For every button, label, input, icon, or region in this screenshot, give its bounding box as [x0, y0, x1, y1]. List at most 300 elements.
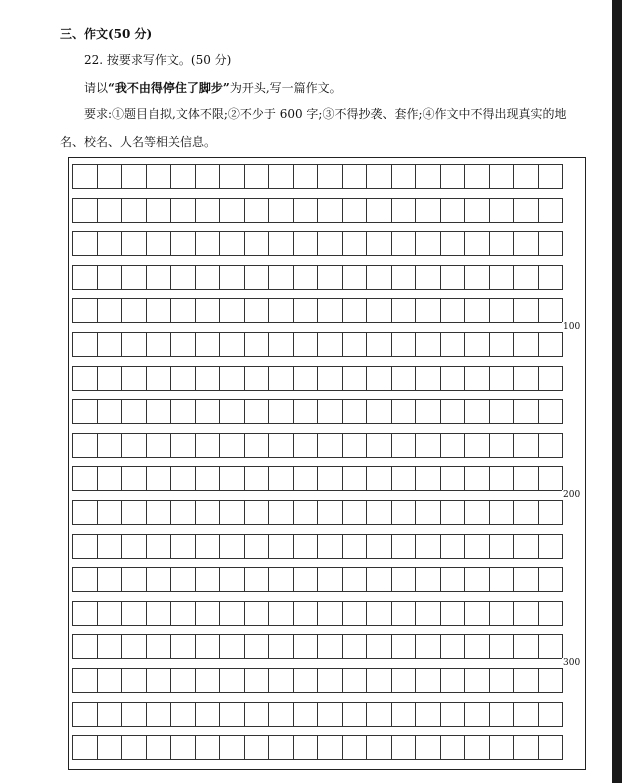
- grid-cell: [72, 265, 98, 290]
- grid-cell: [146, 567, 172, 592]
- grid-cell: [391, 735, 417, 760]
- grid-cell: [342, 231, 368, 256]
- grid-cell: [317, 433, 343, 458]
- grid-cell: [146, 601, 172, 626]
- grid-cell: [293, 634, 319, 659]
- grid-cell: [195, 231, 221, 256]
- grid-cell: [244, 399, 270, 424]
- grid-cell: [170, 500, 196, 525]
- grid-cell: [366, 567, 392, 592]
- grid-cell: [415, 366, 441, 391]
- grid-cell: [195, 702, 221, 727]
- grid-row: [72, 265, 582, 290]
- grid-cell: [513, 702, 539, 727]
- grid-cell: [170, 198, 196, 223]
- grid-cell: [268, 265, 294, 290]
- grid-cell: [170, 601, 196, 626]
- grid-cell: [170, 298, 196, 323]
- grid-cell: [97, 500, 123, 525]
- grid-cell: [342, 534, 368, 559]
- grid-cell: [146, 735, 172, 760]
- grid-cell: [415, 735, 441, 760]
- grid-cell: [317, 399, 343, 424]
- grid-cell: [513, 466, 539, 491]
- grid-cell: [489, 198, 515, 223]
- grid-cell: [195, 567, 221, 592]
- grid-row: [72, 399, 582, 424]
- grid-cell: [342, 634, 368, 659]
- grid-cell: [244, 198, 270, 223]
- grid-cell: [366, 668, 392, 693]
- grid-cell: [72, 231, 98, 256]
- grid-row: [72, 634, 582, 659]
- grid-cell: [391, 466, 417, 491]
- grid-row: [72, 433, 582, 458]
- grid-cell: [440, 634, 466, 659]
- grid-cell: [366, 433, 392, 458]
- grid-row: [72, 164, 582, 189]
- grid-cell: [170, 231, 196, 256]
- grid-cell: [97, 265, 123, 290]
- grid-cell: [244, 332, 270, 357]
- grid-cell: [146, 332, 172, 357]
- grid-cell: [170, 265, 196, 290]
- grid-cell: [268, 500, 294, 525]
- grid-cell: [170, 567, 196, 592]
- grid-cell: [146, 399, 172, 424]
- grid-cell: [464, 466, 490, 491]
- grid-cell: [440, 735, 466, 760]
- grid-cell: [219, 298, 245, 323]
- grid-cell: [538, 567, 564, 592]
- grid-cell: [489, 567, 515, 592]
- prompt-prefix: 请以: [84, 81, 109, 95]
- grid-cell: [415, 601, 441, 626]
- grid-cell: [195, 534, 221, 559]
- grid-cell: [538, 265, 564, 290]
- grid-cell: [513, 298, 539, 323]
- grid-cell: [72, 399, 98, 424]
- grid-cell: [244, 265, 270, 290]
- grid-cell: [342, 399, 368, 424]
- grid-cell: [415, 500, 441, 525]
- grid-cell: [72, 567, 98, 592]
- grid-cell: [464, 601, 490, 626]
- grid-cell: [538, 500, 564, 525]
- grid-cell: [464, 500, 490, 525]
- grid-cell: [146, 534, 172, 559]
- grid-cell: [342, 298, 368, 323]
- task-instruction: 22. 按要求写作文。(50 分): [84, 53, 232, 67]
- grid-cell: [121, 433, 147, 458]
- grid-cell: [219, 601, 245, 626]
- grid-cell: [342, 466, 368, 491]
- grid-cell: [121, 366, 147, 391]
- grid-row: [72, 735, 582, 760]
- grid-cell: [293, 534, 319, 559]
- grid-cell: [513, 231, 539, 256]
- grid-cell: [72, 164, 98, 189]
- grid-cell: [121, 198, 147, 223]
- grid-cell: [72, 433, 98, 458]
- grid-cell: [219, 231, 245, 256]
- grid-cell: [97, 399, 123, 424]
- grid-cell: [121, 399, 147, 424]
- grid-cell: [366, 601, 392, 626]
- grid-cell: [293, 668, 319, 693]
- grid-row: [72, 298, 582, 323]
- grid-cell: [146, 265, 172, 290]
- grid-cell: [342, 265, 368, 290]
- grid-cell: [464, 534, 490, 559]
- grid-cell: [244, 668, 270, 693]
- grid-cell: [366, 702, 392, 727]
- grid-cell: [121, 332, 147, 357]
- grid-cell: [121, 702, 147, 727]
- grid-cell: [317, 466, 343, 491]
- grid-cell: [489, 399, 515, 424]
- grid-cell: [195, 634, 221, 659]
- prompt-phrase: “我不由得停住了脚步”: [108, 81, 230, 95]
- grid-row: [72, 567, 582, 592]
- grid-cell: [146, 164, 172, 189]
- grid-cell: [366, 500, 392, 525]
- grid-cell: [391, 668, 417, 693]
- grid-cell: [146, 433, 172, 458]
- grid-cell: [121, 265, 147, 290]
- grid-cell: [195, 668, 221, 693]
- grid-cell: [121, 567, 147, 592]
- grid-cell: [489, 735, 515, 760]
- grid-cell: [440, 231, 466, 256]
- grid-cell: [366, 399, 392, 424]
- grid-cell: [440, 500, 466, 525]
- grid-cell: [513, 601, 539, 626]
- grid-cell: [538, 298, 564, 323]
- grid-cell: [317, 634, 343, 659]
- grid-cell: [293, 735, 319, 760]
- grid-cell: [489, 702, 515, 727]
- grid-cell: [121, 466, 147, 491]
- grid-cell: [538, 399, 564, 424]
- grid-cell: [268, 366, 294, 391]
- grid-cell: [415, 634, 441, 659]
- grid-cell: [415, 702, 441, 727]
- grid-cell: [195, 399, 221, 424]
- grid-cell: [170, 433, 196, 458]
- grid-cell: [219, 668, 245, 693]
- grid-cell: [489, 534, 515, 559]
- grid-cell: [440, 466, 466, 491]
- grid-cell: [513, 735, 539, 760]
- grid-cell: [464, 567, 490, 592]
- grid-cell: [513, 668, 539, 693]
- grid-cell: [489, 668, 515, 693]
- grid-cell: [440, 433, 466, 458]
- word-count-mark: 200: [563, 490, 581, 501]
- grid-cell: [415, 466, 441, 491]
- grid-cell: [244, 500, 270, 525]
- grid-cell: [293, 164, 319, 189]
- grid-cell: [538, 366, 564, 391]
- grid-cell: [195, 366, 221, 391]
- grid-cell: [268, 332, 294, 357]
- grid-cell: [244, 164, 270, 189]
- prompt-suffix: 为开头,写一篇作文。: [229, 81, 342, 95]
- grid-cell: [489, 332, 515, 357]
- grid-cell: [415, 332, 441, 357]
- grid-cell: [317, 668, 343, 693]
- grid-cell: [489, 164, 515, 189]
- grid-cell: [513, 399, 539, 424]
- grid-cell: [391, 433, 417, 458]
- grid-cell: [219, 466, 245, 491]
- grid-cell: [317, 265, 343, 290]
- grid-cell: [464, 298, 490, 323]
- grid-cell: [440, 668, 466, 693]
- grid-cell: [489, 231, 515, 256]
- grid-cell: [293, 265, 319, 290]
- grid-cell: [464, 735, 490, 760]
- grid-cell: [464, 231, 490, 256]
- grid-cell: [415, 567, 441, 592]
- grid-cell: [146, 634, 172, 659]
- grid-cell: [538, 466, 564, 491]
- grid-cell: [244, 702, 270, 727]
- grid-cell: [195, 332, 221, 357]
- grid-cell: [440, 399, 466, 424]
- grid-cell: [538, 433, 564, 458]
- grid-cell: [464, 634, 490, 659]
- grid-cell: [464, 702, 490, 727]
- grid-cell: [538, 668, 564, 693]
- page-edge: [612, 0, 622, 783]
- grid-cell: [513, 433, 539, 458]
- grid-row: [72, 500, 582, 525]
- grid-cell: [366, 298, 392, 323]
- grid-cell: [317, 735, 343, 760]
- grid-cell: [342, 164, 368, 189]
- grid-cell: [293, 366, 319, 391]
- grid-cell: [121, 534, 147, 559]
- grid-cell: [415, 164, 441, 189]
- word-count-mark: 100: [563, 322, 581, 333]
- grid-cell: [293, 231, 319, 256]
- grid-cell: [268, 399, 294, 424]
- grid-cell: [244, 567, 270, 592]
- grid-cell: [293, 198, 319, 223]
- grid-cell: [170, 399, 196, 424]
- grid-cell: [268, 567, 294, 592]
- grid-cell: [489, 500, 515, 525]
- grid-cell: [489, 466, 515, 491]
- grid-cell: [97, 702, 123, 727]
- grid-cell: [72, 198, 98, 223]
- grid-cell: [415, 399, 441, 424]
- grid-cell: [146, 500, 172, 525]
- grid-row: [72, 231, 582, 256]
- grid-cell: [317, 500, 343, 525]
- grid-cell: [317, 332, 343, 357]
- grid-cell: [97, 534, 123, 559]
- grid-cell: [195, 198, 221, 223]
- grid-row: [72, 332, 582, 357]
- grid-cell: [219, 366, 245, 391]
- grid-cell: [72, 634, 98, 659]
- grid-cell: [489, 298, 515, 323]
- grid-cell: [317, 366, 343, 391]
- grid-cell: [440, 366, 466, 391]
- grid-cell: [195, 466, 221, 491]
- grid-cell: [317, 231, 343, 256]
- grid-cell: [121, 634, 147, 659]
- grid-cell: [170, 702, 196, 727]
- grid-cell: [219, 433, 245, 458]
- grid-cell: [366, 366, 392, 391]
- grid-cell: [489, 601, 515, 626]
- grid-cell: [121, 735, 147, 760]
- grid-cell: [489, 634, 515, 659]
- grid-cell: [538, 164, 564, 189]
- grid-cell: [97, 231, 123, 256]
- grid-cell: [195, 298, 221, 323]
- grid-cell: [268, 634, 294, 659]
- grid-cell: [513, 534, 539, 559]
- grid-cell: [317, 534, 343, 559]
- grid-cell: [244, 366, 270, 391]
- grid-row: [72, 601, 582, 626]
- grid-cell: [244, 466, 270, 491]
- grid-cell: [317, 198, 343, 223]
- grid-cell: [293, 332, 319, 357]
- grid-cell: [366, 466, 392, 491]
- grid-cell: [513, 198, 539, 223]
- grid-cell: [268, 466, 294, 491]
- grid-cell: [293, 567, 319, 592]
- grid-cell: [121, 601, 147, 626]
- grid-cell: [268, 433, 294, 458]
- grid-cell: [121, 668, 147, 693]
- grid-cell: [219, 634, 245, 659]
- grid-cell: [513, 265, 539, 290]
- grid-cell: [146, 702, 172, 727]
- grid-cell: [391, 198, 417, 223]
- grid-cell: [244, 298, 270, 323]
- grid-cell: [366, 735, 392, 760]
- grid-cell: [97, 366, 123, 391]
- grid-cell: [464, 265, 490, 290]
- grid-cell: [366, 534, 392, 559]
- grid-cell: [268, 534, 294, 559]
- grid-cell: [244, 231, 270, 256]
- grid-cell: [489, 433, 515, 458]
- grid-cell: [170, 634, 196, 659]
- grid-cell: [513, 366, 539, 391]
- grid-cell: [219, 265, 245, 290]
- grid-cell: [342, 198, 368, 223]
- grid-cell: [464, 433, 490, 458]
- grid-cell: [170, 164, 196, 189]
- grid-cell: [513, 567, 539, 592]
- grid-cell: [317, 601, 343, 626]
- grid-cell: [97, 567, 123, 592]
- grid-cell: [146, 198, 172, 223]
- grid-cell: [244, 601, 270, 626]
- grid-cell: [538, 198, 564, 223]
- grid-cell: [415, 231, 441, 256]
- grid-cell: [391, 332, 417, 357]
- grid-cell: [391, 231, 417, 256]
- grid-cell: [268, 298, 294, 323]
- grid-cell: [464, 399, 490, 424]
- grid-cell: [195, 735, 221, 760]
- grid-cell: [342, 735, 368, 760]
- grid-cell: [342, 332, 368, 357]
- grid-cell: [366, 634, 392, 659]
- grid-cell: [293, 298, 319, 323]
- grid-cell: [97, 298, 123, 323]
- grid-cell: [440, 298, 466, 323]
- grid-cell: [121, 231, 147, 256]
- grid-row: [72, 702, 582, 727]
- grid-cell: [440, 601, 466, 626]
- grid-cell: [97, 198, 123, 223]
- grid-cell: [464, 198, 490, 223]
- grid-cell: [219, 735, 245, 760]
- grid-cell: [464, 332, 490, 357]
- grid-cell: [538, 534, 564, 559]
- grid-cell: [317, 298, 343, 323]
- grid-cell: [219, 702, 245, 727]
- grid-cell: [415, 534, 441, 559]
- grid-cell: [195, 601, 221, 626]
- grid-cell: [195, 500, 221, 525]
- grid-cell: [391, 567, 417, 592]
- grid-row: [72, 366, 582, 391]
- grid-cell: [538, 601, 564, 626]
- grid-cell: [146, 366, 172, 391]
- grid-cell: [342, 500, 368, 525]
- grid-cell: [391, 601, 417, 626]
- grid-cell: [415, 265, 441, 290]
- grid-cell: [97, 164, 123, 189]
- grid-cell: [538, 735, 564, 760]
- grid-cell: [268, 164, 294, 189]
- grid-cell: [72, 298, 98, 323]
- grid-cell: [72, 466, 98, 491]
- grid-cell: [146, 466, 172, 491]
- grid-cell: [219, 534, 245, 559]
- grid-cell: [268, 668, 294, 693]
- grid-cell: [293, 399, 319, 424]
- grid-cell: [97, 634, 123, 659]
- grid-cell: [268, 231, 294, 256]
- grid-cell: [219, 198, 245, 223]
- grid-cell: [391, 500, 417, 525]
- grid-cell: [268, 198, 294, 223]
- grid-cell: [219, 164, 245, 189]
- word-count-mark: 300: [563, 658, 581, 669]
- grid-cell: [538, 634, 564, 659]
- section-title: 三、作文(50 分): [60, 27, 153, 41]
- grid-cell: [268, 702, 294, 727]
- grid-cell: [170, 668, 196, 693]
- grid-cell: [391, 702, 417, 727]
- grid-cell: [513, 634, 539, 659]
- grid-cell: [170, 466, 196, 491]
- grid-cell: [538, 231, 564, 256]
- grid-cell: [440, 164, 466, 189]
